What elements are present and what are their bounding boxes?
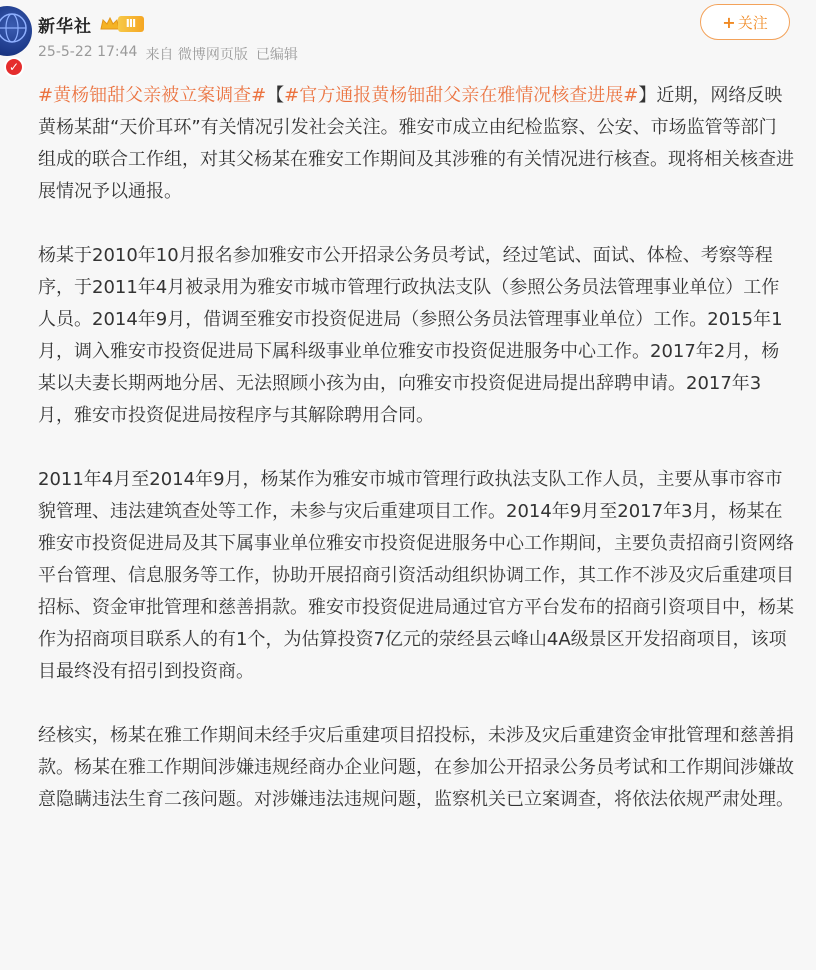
post-content bbox=[38, 80, 794, 816]
vip-level: Ⅲ bbox=[118, 16, 144, 32]
post-meta bbox=[38, 44, 298, 64]
author-name[interactable]: 新华社 bbox=[38, 16, 92, 37]
vip-badge[interactable] bbox=[100, 14, 144, 34]
crown-icon bbox=[100, 16, 120, 32]
post-paragraph-4: 经核实，杨某在雅工作期间未经手灾后重建项目招投标，未涉及灾后重建资金审批管理和慈善捐款。杨某在雅工作期间涉嫌违规经商办企业问题，在参加公开招录公务员考试和工作期间涉嫌故意隐瞒违法生育二孩问题。对涉嫌违法违规问题，监察机关已立案调查，将依法依规严肃处理。 bbox=[38, 725, 794, 810]
post-paragraph-3: 2011年4月至2014年9月，杨某作为雅安市城市管理行政执法支队工作人员，主要从事市容市貌管理、违法建筑查处等工作，未参与灾后重建项目工作。2014年9月至2017年3月，杨某在雅安市投资促进局及其下属事业单位雅安市投资促进服务中心工作期间，主要负责招商引资网络平台管理、信息服务等工作，协助开展招商引资活动组织协调工作，其工作不涉及灾后重建项目招标、资金审批管理和慈善捐款。雅安市投资促进局通过官方平台发布的招商引资项目中，杨某作为招商项目联系人的有1个，为估算投资7亿元的荥经县云峰山4A级景区开发招商项目，该项目最终没有招引到投资商。 bbox=[38, 469, 794, 682]
topic-link-1[interactable]: #黄杨钿甜父亲被立案调查# bbox=[38, 85, 267, 106]
intro-text: 近期，网络反映黄杨某甜“天价耳环”有关情况引发社会关注。雅安市成立由纪检监察、公安、市场监管等部门组成的联合工作组，对其父杨某在雅安工作期间及其涉雅的有关情况进行核查。现将相关核查进展情况予以通报。 bbox=[38, 85, 794, 202]
topic-link-2[interactable]: #官方通报黄杨钿甜父亲在雅情况核查进展# bbox=[284, 85, 639, 106]
follow-label: 关注 bbox=[737, 13, 768, 32]
edited-label[interactable]: 已编辑 bbox=[255, 47, 298, 63]
bracket-open: 【 bbox=[266, 85, 285, 106]
avatar[interactable] bbox=[0, 6, 32, 56]
author-row bbox=[38, 10, 144, 38]
post-time[interactable]: 25-5-22 17:44 bbox=[38, 44, 138, 60]
bracket-close: 】 bbox=[638, 85, 657, 106]
post-paragraph-2: 杨某于2010年10月报名参加雅安市公开招录公务员考试，经过笔试、面试、体检、考察等程序，于2011年4月被录用为雅安市城市管理行政执法支队（参照公务员法管理事业单位）工作人员。2014年9月，借调至雅安市投资促进局（参照公务员法管理事业单位）工作。2015年1月，调入雅安市投资促进局下属科级事业单位雅安市投资促进服务中心工作。2017年2月，杨某以夫妻长期两地分居、无法照顾小孩为由，向雅安市投资促进局提出辞聘申请。2017年3月，雅安市投资促进局按程序与其解除聘用合同。 bbox=[38, 245, 783, 426]
post-paragraph-intro bbox=[38, 80, 794, 208]
verified-badge-icon: ✓ bbox=[4, 57, 24, 77]
globe-logo-icon bbox=[0, 6, 32, 56]
post-source: 来自 微博网页版 bbox=[145, 47, 248, 63]
plus-icon: + bbox=[722, 12, 736, 32]
follow-button[interactable] bbox=[700, 4, 790, 40]
